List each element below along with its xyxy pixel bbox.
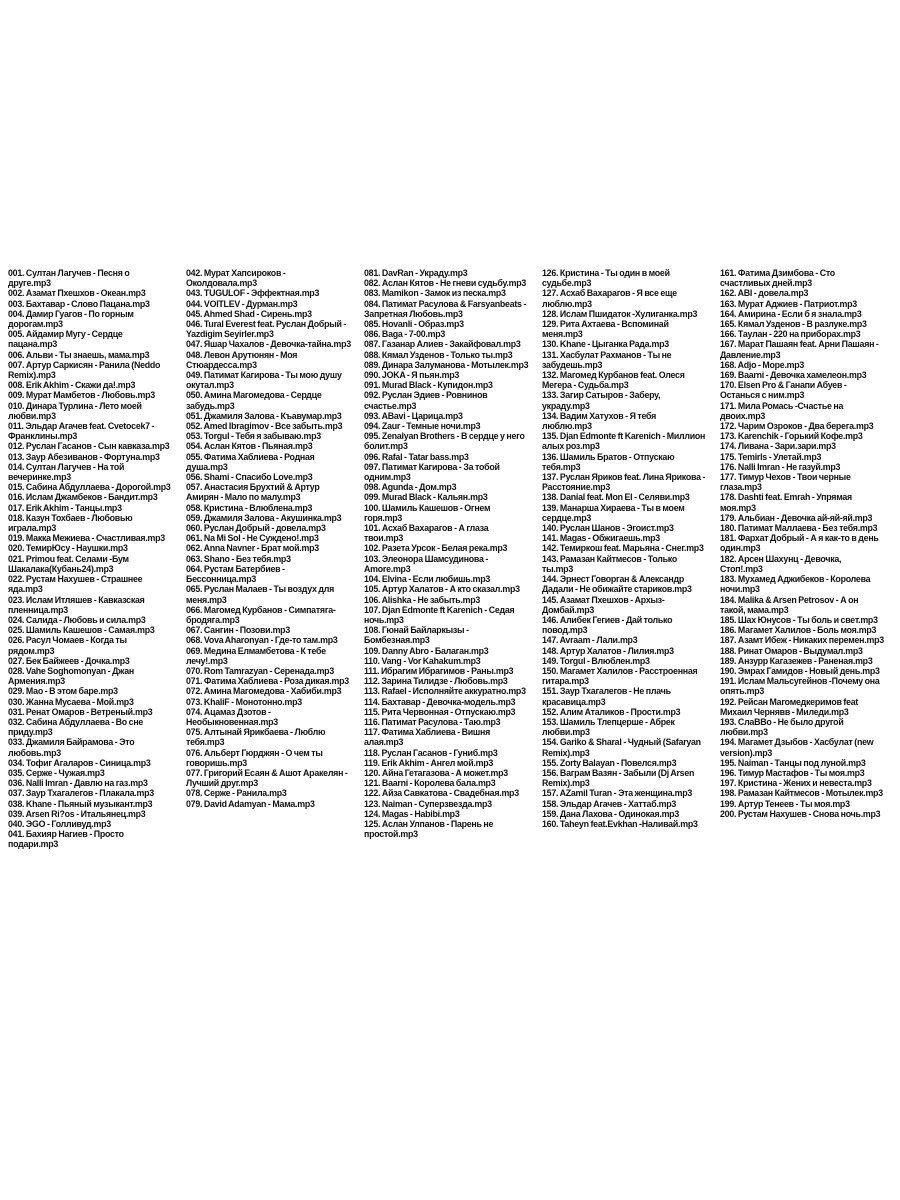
track-entry: 050. Амина Магомедова - Сердце забудь.mp3 [186,390,322,411]
track-entry: 089. Динара Залуманова - Мотылек.mp3 [364,359,529,370]
track-entry: 068. Vova Aharonyan - Где-то там.mp3 [186,635,338,646]
track-entry: 165. Кямал Узденов - В разлуке.mp3 [720,319,867,330]
track-entry: 098. Agunda - Дом.mp3 [364,482,457,493]
track-entry: 111. Ибрагим Ибрагимов - Раны.mp3 [364,665,514,676]
track-entry: 188. Ринат Омаров - Выдумал.mp3 [720,645,863,656]
track-entry: 036. Nalli Imran - Давлю на газ.mp3 [8,778,148,789]
track-entry: 094. Zaur - Темные ночи.mp3 [364,421,481,432]
track-entry: 172. Чарим Озроков - Два берега.mp3 [720,421,874,432]
track-entry: 076. Альберт Гюрджян - О чем ты говоришь.mp3 [186,747,323,768]
track-column-3 [364,268,536,936]
track-entry: 121. Baarni - Королева бала.mp3 [364,778,496,789]
track-entry: 101. Асхаб Вахарагов - А глаза твои.mp3 [364,523,489,544]
track-entry: 090. JOKA - Я пьян.mp3 [364,370,460,381]
track-entry: 054. Аслан Кятов - Пьяная.mp3 [186,441,313,452]
track-entry: 120. Айна Гетагазова - А может.mp3 [364,767,508,778]
track-entry: 065. Руслан Малаев - Ты воздух для меня.mp3 [186,584,335,605]
track-entry: 112. Зарина Тилидзе - Любовь.mp3 [364,676,508,687]
track-entry: 128. Ислам Пшидаток -Хулиганка.mp3 [542,308,698,319]
track-entry: 147. Avraam - Лали.mp3 [542,635,638,646]
track-entry: 070. Rom Tamrazyan - Серенада.mp3 [186,665,334,676]
track-entry: 014. Султан Лагучев - На той вечеринке.mp3 [8,461,125,483]
track-entry: 163. Мурат Аджиев - Патриот.mp3 [720,298,857,309]
track-entry: 168. Adjo - Море.mp3 [720,359,805,370]
track-entry: 024. Салида - Любовь и сила.mp3 [8,614,146,625]
track-entry: 064. Рустам Батербиев - Бессонница.mp3 [186,563,285,585]
track-entry: 093. ABavi - Царица.mp3 [364,410,463,421]
track-entry: 005. Айдамир Мугу - Сердце пацана.mp3 [8,329,123,350]
track-entry: 009. Мурат Мамбетов - Любовь.mp3 [8,390,155,401]
track-entry: 047. Яшар Чахалов - Девочка-тайна.mp3 [186,339,351,350]
track-entry: 144. Эрнест Говорган & Александр Дадали - Не обижайте стариков.mp3 [542,574,692,595]
track-entry: 156. Ваграм Вазян - Забыли (Dj Arsen Remix).mp3 [542,767,695,789]
track-entry: 099. Murad Black - Кальян.mp3 [364,492,488,503]
track-entry: 139. Манарша Хираева - Ты в моем сердце.mp3 [542,502,685,523]
track-entry: 184. Malika & Arsen Petrosov - А он такой, мама.mp3 [720,594,859,615]
track-entry: 035. Серже - Чужая.mp3 [8,767,105,778]
track-entry: 157. AZamil Turan - Эта женщина.mp3 [542,788,693,799]
track-entry: 134. Вадим Хатухов - Я тебя люблю.mp3 [542,410,657,432]
track-entry: 158. Эльдар Агачев - Хаттаб.mp3 [542,798,677,809]
track-entry: 200. Рустам Нахушев - Снова ночь.mp3 [720,808,881,819]
track-entry: 149. Torgul - Влюблен.mp3 [542,655,650,666]
track-entry: 006. Альви - Ты знаешь, мама.mp3 [8,349,150,360]
track-entry: 110. Vang - Vor Kahakum.mp3 [364,655,481,666]
track-entry: 059. Джамиля Залова - Акушинка.mp3 [186,512,342,523]
track-entry: 160. Taheyn feat.Evkhan -Наливай.mp3 [542,818,698,829]
track-entry: 003. Бахтавар - Слово Пацана.mp3 [8,298,150,309]
track-entry: 042. Мурат Хапсироков - Околдовала.mp3 [186,268,286,289]
track-entry: 019. Макка Межиева - Счастливая.mp3 [8,533,165,544]
track-entry: 067. Сангин - Позови.mp3 [186,625,290,636]
track-entry: 167. Марат Пашаян feat. Арни Пашаян - Давление.mp3 [720,339,879,360]
track-entry: 108. Гюнай Байларкызы - Бомбезная.mp3 [364,625,469,646]
track-entry: 083. Mamikon - Замок из песка.mp3 [364,288,506,299]
track-entry: 072. Амина Магомедова - Хабиби.mp3 [186,686,342,697]
track-entry: 199. Артур Тенеев - Ты моя.mp3 [720,798,850,809]
track-entry: 142. Темиркош feat. Марьяна - Снег.mp3 [542,543,704,554]
track-entry: 092. Руслан Эдиев - Ровнинов счастье.mp3 [364,390,488,411]
track-entry: 038. Khane - Пьяный музыкант.mp3 [8,798,153,809]
track-entry: 017. Erik Akhim - Танцы.mp3 [8,502,122,513]
track-entry: 057. Анастасия Брухтий & Артур Амирян - Мало по малу.mp3 [186,482,320,503]
track-entry: 189. Анзурр Кагазежев - Раненая.mp3 [720,655,873,666]
track-entry: 026. Расул Чомаев - Когда ты рядом.mp3 [8,635,127,656]
track-entry: 131. Хасбулат Рахманов - Ты не забудешь.mp3 [542,349,672,370]
track-entry: 075. Алтынай Ярикбаева - Люблю тебя.mp3 [186,727,326,748]
track-entry: 124. Magas - Habibi.mp3 [364,808,460,819]
track-entry: 138. Danial feat. Mon El - Селяви.mp3 [542,492,690,503]
track-entry: 176. Nalli Imran - Не газуй.mp3 [720,461,841,472]
track-entry: 045. Ahmed Shad - Сирень.mp3 [186,308,312,319]
track-entry: 161. Фатима Дзимбова - Сто счастливых дней.mp3 [720,268,835,289]
track-entry: 183. Мухамед Аджибеков - Королева ночи.mp3 [720,574,871,595]
track-entry: 102. Разета Урсок - Белая река.mp3 [364,543,508,554]
track-entry: 169. Baarni - Девочка хамелеон.mp3 [720,370,867,381]
track-entry: 031. Ренат Омаров - Ветреный.mp3 [8,706,153,717]
track-entry: 069. Медина Елмамбетова - К тебе лечу!.mp3 [186,645,326,666]
track-entry: 171. Мила Ромась -Счастье на двоих.mp3 [720,400,844,421]
track-entry: 190. Эмрах Гамидов - Новый день.mp3 [720,665,880,676]
track-list-sheet [8,268,892,936]
track-entry: 104. Elvina - Если любишь.mp3 [364,574,491,585]
track-column-4 [542,268,714,936]
track-entry: 025. Шамиль Кашешов - Самая.mp3 [8,625,155,636]
track-entry: 039. Arsen Ri?os - Итальянец.mp3 [8,808,146,819]
track-entry: 155. Zorty Balayan - Повелся.mp3 [542,757,677,768]
track-entry: 043. TUGULOF - Эффектная.mp3 [186,288,320,299]
track-entry: 023. Ислам Итляшев - Кавказская пленница.mp3 [8,594,145,615]
track-entry: 146. Алибек Гегиев - Дай только повод.mp3 [542,614,673,636]
track-entry: 095. Zenalyan Brothers - В сердце у него болит.mp3 [364,431,525,452]
track-entry: 021. Primou feat. Селами -Бум Шакалака(Кубань24).mp3 [8,553,129,574]
track-entry: 058. Кристина - Влюблена.mp3 [186,502,313,513]
track-entry: 071. Фатима Хаблиева - Роза дикая.mp3 [186,676,349,687]
track-entry: 192. Рейсан Магомедкеримов feat Михаил Чернявв - Миледи.mp3 [720,696,859,717]
track-entry: 113. Rafael - Исполняйте аккуратно.mp3 [364,686,526,697]
track-entry: 114. Бахтавар - Девочка-модель.mp3 [364,696,516,707]
track-entry: 001. Султан Лагучев - Песня о друге.mp3 [8,268,130,289]
track-entry: 040. ЭGO - Голливуд.mp3 [8,818,111,829]
track-entry: 197. Кристина - Жених и невеста.mp3 [720,778,872,789]
track-entry: 150. Магамет Халилов - Расстроенная гитара.mp3 [542,665,698,687]
track-entry: 109. Danny Abro - Балаган.mp3 [364,645,489,656]
track-entry: 034. Тофиг Агаларов - Синица.mp3 [8,757,151,768]
track-entry: 012. Руслан Гасанов - Сын кавказа.mp3 [8,441,170,452]
track-entry: 084. Патимат Расулова & Farsyanbeats - Запретная Любовь.mp3 [364,298,527,319]
track-entry: 194. Магамет Дзыбов - Хасбулат (new version).mp3 [720,737,874,758]
track-entry: 030. Жанна Мусаева - Мой.mp3 [8,696,134,707]
track-entry: 122. Айза Савкатова - Свадебная.mp3 [364,788,519,799]
track-entry: 074. Ацамаз Дзотов - Необыкновенная.mp3 [186,706,278,727]
track-entry: 105. Артур Халатов - А кто сказал.mp3 [364,584,520,595]
track-entry: 066. Магомед Курбанов - Симпатяга-бродяга.mp3 [186,604,336,625]
track-entry: 008. Erik Akhim - Скажи да!.mp3 [8,380,136,391]
track-entry: 033. Джамиля Байрамова - Это любовь.mp3 [8,737,135,758]
track-entry: 178. Dashti feat. Emrah - Упрямая моя.mp3 [720,492,852,513]
track-entry: 179. Альбиан - Девочка ай-яй-яй.mp3 [720,512,873,523]
track-entry: 028. Vahe Soghomonyan - Джан Армения.mp3 [8,665,134,687]
track-entry: 166. Таулан - 220 на приборах.mp3 [720,329,861,340]
track-entry: 187. Азамт Ибеж - Никаких перемен.mp3 [720,635,884,646]
track-entry: 173. Karenchik - Горький Кофе.mp3 [720,431,863,442]
track-entry: 062. Anna Navner - Брат мой.mp3 [186,543,319,554]
track-entry: 132. Магомед Курбанов feat. Олеся Мегера - Судьба.mp3 [542,370,685,391]
track-entry: 148. Артур Халатов - Лилия.mp3 [542,645,674,656]
track-entry: 115. Рита Червонная - Отпускаю.mp3 [364,706,516,717]
track-entry: 119. Erik Akhim - Ангел мой.mp3 [364,757,494,768]
track-entry: 143. Рамазан Кайтмесов - Только ты.mp3 [542,553,678,574]
track-entry: 126. Кристина - Ты один в моей судьбе.mp3 [542,268,670,289]
track-entry: 180. Патимат Маллаева - Без тебя.mp3 [720,523,878,534]
track-entry: 196. Тимур Мастафов - Ты моя.mp3 [720,767,865,778]
track-entry: 061. Na Mi Sol - Не Суждено!.mp3 [186,533,319,544]
track-entry: 097. Патимат Кагирова - За тобой одним.mp3 [364,461,500,483]
track-entry: 046. Tural Everest feat. Руслан Добрый - Yazdigim Seyirler.mp3 [186,319,347,340]
track-entry: 037. Заур Тхагалегов - Плакала.mp3 [8,788,154,799]
track-entry: 020. ТемирЮсу - Наушки.mp3 [8,543,128,554]
track-entry: 078. Серже - Ранила.mp3 [186,788,287,799]
track-entry: 051. Джамиля Залова - Къавумар.mp3 [186,410,342,421]
track-entry: 016. Ислам Джамбеков - Бандит.mp3 [8,492,158,503]
track-entry: 118. Руслан Гасанов - Гуниб.mp3 [364,747,498,758]
track-entry: 053. Torgul - Тебя я забываю.mp3 [186,431,321,442]
track-entry: 185. Шах Юнусов - Ты боль и свет.mp3 [720,614,878,625]
track-entry: 081. DavRan - Украду.mp3 [364,268,468,278]
track-entry: 022. Рустам Нахушев - Страшнее яда.mp3 [8,574,143,595]
track-entry: 085. Hovanli - Образ.mp3 [364,319,464,330]
track-entry: 152. Алим Аталиков - Прости.mp3 [542,706,681,717]
track-entry: 159. Дана Лахова - Одинокая.mp3 [542,808,679,819]
track-entry: 049. Патимат Кагирова - Ты мою душу окутал.mp3 [186,370,342,391]
track-entry: 170. Elsen Pro & Ганапи Абуев - Останься с ним.mp3 [720,380,847,401]
track-entry: 086. Baga - 7-00.mp3 [364,329,446,340]
track-entry: 145. Азамат Пхешхов - Архыз-Домбай.mp3 [542,594,665,615]
track-entry: 129. Рита Ахтаева - Вспоминай меня.mp3 [542,319,669,340]
track-entry: 007. Артур Саркисян - Ранила (Neddo Remix).mp3 [8,359,161,381]
track-entry: 088. Кямал Узденов - Только ты.mp3 [364,349,513,360]
track-entry: 135. Djan Edmonte ft Karenich - Миллион алых роз.mp3 [542,431,706,452]
track-entry: 193. СлаВВо - Не было другой любви.mp3 [720,716,844,738]
track-entry: 151. Заур Тхагалегов - Не плачь красавица.mp3 [542,686,671,707]
track-entry: 123. Naiman - Суперзвезда.mp3 [364,798,492,809]
track-entry: 015. Сабина Абдуллаева - Дорогой.mp3 [8,482,171,493]
track-column-5 [720,268,892,936]
track-entry: 091. Murad Black - Купидон.mp3 [364,380,493,391]
track-entry: 087. Газанар Алиев - Закайфовал.mp3 [364,339,521,350]
track-entry: 191. Ислам Мальсугейнов -Почему она опять.mp3 [720,676,880,697]
track-entry: 130. Khane - Цыганка Рада.mp3 [542,339,669,350]
track-entry: 079. David Adamyan - Мама.mp3 [186,798,315,809]
track-entry: 082. Аслан Кятов - Не гневи судьбу.mp3 [364,278,527,289]
track-entry: 055. Фатима Хаблиева - Родная душа.mp3 [186,451,315,472]
track-entry: 198. Рамазан Кайтмесов - Мотылек.mp3 [720,788,883,799]
track-entry: 056. Shami - Спасибо Love.mp3 [186,472,313,483]
track-entry: 125. Аслан Улпанов - Парень не простой.mp3 [364,818,494,840]
track-entry: 044. VOITLEV - Дурман.mp3 [186,298,298,309]
track-entry: 117. Фатима Хаблиева - Вишня алая.mp3 [364,727,491,748]
track-entry: 018. Казун Тохбаев - Любовью играла.mp3 [8,512,133,534]
track-entry: 041. Бахияр Нагиев - Просто подари.mp3 [8,829,124,850]
track-entry: 063. Shano - Без тебя.mp3 [186,553,291,564]
track-entry: 181. Фархат Добрый - А я как-то в день один.mp3 [720,533,879,554]
track-entry: 140. Руслан Шанов - Эгоист.mp3 [542,523,674,534]
track-entry: 106. Alishka - Не забыть.mp3 [364,594,481,605]
track-entry: 032. Сабина Абдуллаева - Во сне приду.mp3 [8,716,144,738]
track-entry: 195. Naiman - Танцы под луной.mp3 [720,757,866,768]
track-entry: 004. Дамир Гуагов - По горным дорогам.mp3 [8,308,134,330]
track-entry: 127. Асхаб Вахарагов - Я все еще люблю.mp3 [542,288,677,309]
track-column-1 [8,268,180,936]
track-entry: 048. Левон Арутюнян - Моя Стюардесса.mp3 [186,349,298,370]
track-entry: 100. Шамиль Кашешов - Огнем горя.mp3 [364,502,491,523]
track-entry: 182. Арсен Шахунц - Девочка, Стоп!.mp3 [720,553,842,574]
track-entry: 186. Магамет Халилов - Боль моя.mp3 [720,625,877,636]
track-entry: 027. Бек Байжеев - Дочка.mp3 [8,655,130,666]
track-entry: 133. Загир Сатыров - Заберу, украду.mp3 [542,390,661,411]
track-entry: 011. Эльдар Агачев feat. Cvetocek7 - Франклины.mp3 [8,421,155,442]
track-entry: 162. ABI - довела.mp3 [720,288,809,299]
track-entry: 137. Руслан Яриков feat. Лина Ярикова - Расстояние.mp3 [542,472,706,493]
track-entry: 077. Григорий Есаян & Ашот Аракелян - Лучший друг.mp3 [186,767,348,789]
track-entry: 116. Патимат Расулова - Таю.mp3 [364,716,501,727]
track-entry: 029. Мао - В этом баре.mp3 [8,686,118,697]
track-entry: 164. Амирина - Если б я знала.mp3 [720,308,862,319]
track-entry: 153. Шамиль Тлепцерше - Абрек любви.mp3 [542,716,675,738]
track-entry: 096. Rafal - Tatar bass.mp3 [364,451,469,462]
track-entry: 154. Gariko & Sharal - Чудный (Safaryan Remix).mp3 [542,737,701,758]
track-column-2 [186,268,358,936]
track-entry: 060. Руслан Добрый - довела.mp3 [186,523,326,534]
track-entry: 103. Элеонора Шамсудинова - Amore.mp3 [364,553,489,574]
track-entry: 002. Азамат Пхешхов - Океан.mp3 [8,288,146,299]
track-entry: 175. Temirls - Улетай.mp3 [720,451,822,462]
track-entry: 174. Ливана - Зари.зари.mp3 [720,441,836,452]
track-entry: 073. KhaliF - Монотонно.mp3 [186,696,302,707]
track-entry: 136. Шамиль Братов - Отпускаю тебя.mp3 [542,451,675,472]
track-entry: 107. Djan Edmonte ft Karenich - Седая ночь.mp3 [364,604,515,625]
track-entry: 177. Тимур Чехов - Твои черные глаза.mp3 [720,472,851,493]
track-entry: 141. Magas - Обжигаешь.mp3 [542,533,660,544]
track-entry: 052. Amed Ibragimov - Все забыть.mp3 [186,421,343,432]
track-entry: 010. Динара Турлина - Лето моей любви.mp3 [8,400,142,421]
track-entry: 013. Заур Абезиванов - Фортуна.mp3 [8,451,160,462]
